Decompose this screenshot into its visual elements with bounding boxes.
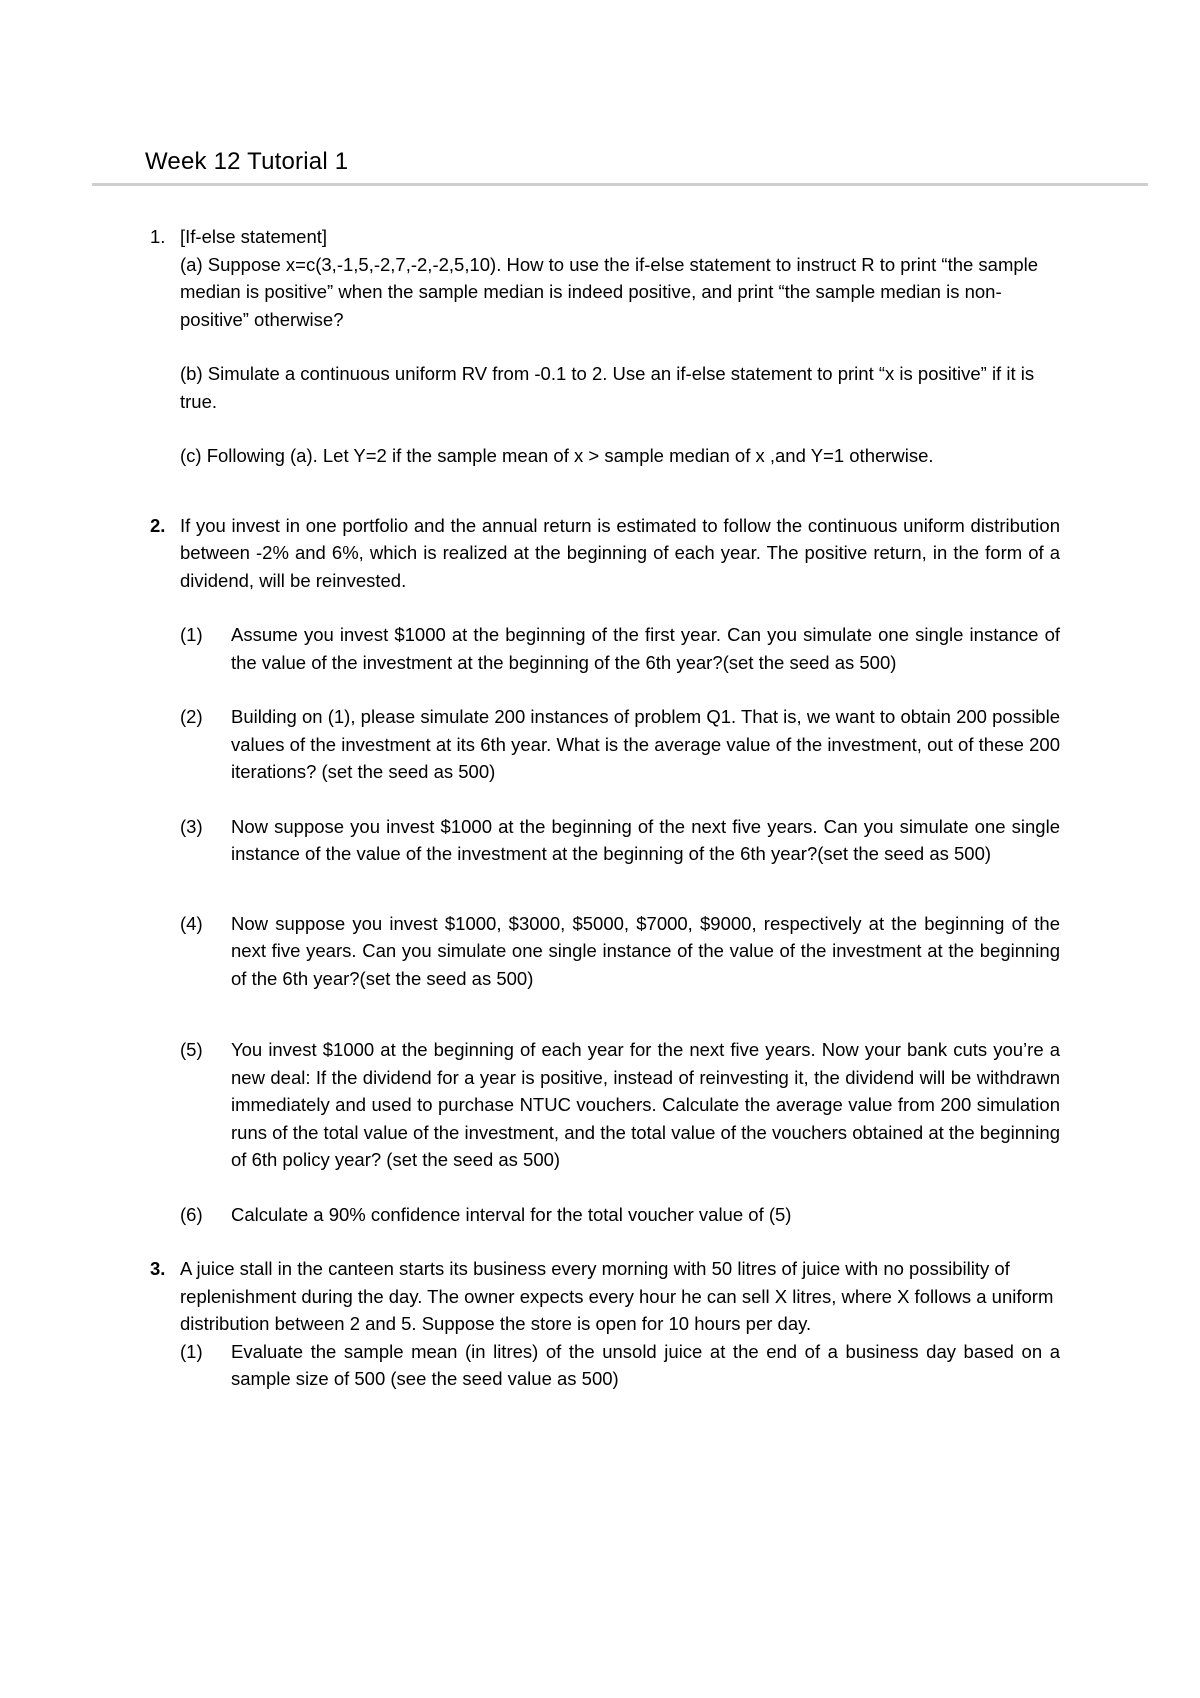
question-1a: (a) Suppose x=c(3,-1,5,-2,7,-2,-2,5,10). How to use the if-else statement to instruct R to print “the sample median is positive” when the sample median is indeed positive, and print “the sample median is non-positive” otherwise? xyxy=(180,253,1039,330)
question-heading: [If-else statement] xyxy=(180,226,328,247)
question-number: 3. xyxy=(150,1258,166,1279)
part-text: Now suppose you invest $1000 at the beginning of the next five years. Can you simulate one single instance of the value of the investment at the beginning of the 6th year?(set the seed as 500) xyxy=(231,815,1060,864)
part-number: (3) xyxy=(180,815,203,837)
part-number: (4) xyxy=(180,912,203,934)
part-number: (6) xyxy=(180,1203,203,1225)
part-text: Evaluate the sample mean (in litres) of the unsold juice at the end of a business day based on a sample size of 500 (see the seed value as 500) xyxy=(231,1340,1060,1389)
question-number: 2. xyxy=(150,514,166,536)
part-text: Building on (1), please simulate 200 instances of problem Q1. That is, we want to obtain 200 possible values of the investment at its 6th year. What is the average value of the investment, out of these 200 iterations? (set the seed as 500) xyxy=(231,706,1060,782)
part-text: Now suppose you invest $1000, $3000, $5000, $7000, $9000, respectively at the beginning of the next five years. Can you simulate one single instance of the value of the investment at the beginning of the 6th year?(set the seed as 500) xyxy=(231,912,1060,989)
part-number: (1) xyxy=(180,624,203,645)
part-number: (5) xyxy=(180,1039,203,1060)
question-number: 1. xyxy=(150,226,166,247)
question-2-part-4 xyxy=(180,910,1060,993)
question-1 xyxy=(150,223,1060,470)
question-2-part-1 xyxy=(180,621,1060,676)
question-3 xyxy=(150,1255,1060,1393)
part-text: You invest $1000 at the beginning of each year for the next five years. Now your bank cuts you’re a new deal: If the dividend for a year is positive, instead of reinvesting it, the dividend will be withdrawn immediately and used to purchase NTUC vouchers. Calculate the average value from 200 simulation runs of the total value of the investment, and the total value of the vouchers obtained at the beginning of 6th policy year? (set the seed as 500) xyxy=(231,1039,1060,1170)
part-number: (1) xyxy=(180,1340,203,1362)
document-body xyxy=(150,223,1060,1393)
part-number: (2) xyxy=(180,706,203,727)
part-text: Assume you invest $1000 at the beginning of the first year. Can you simulate one single instance of the value of the investment at the beginning of the 6th year?(set the seed as 500) xyxy=(231,624,1060,673)
question-2-part-3 xyxy=(180,813,1060,868)
question-2 xyxy=(150,512,1060,1229)
part-text: Calculate a 90% confidence interval for the total voucher value of (5) xyxy=(231,1203,792,1225)
question-3-intro: A juice stall in the canteen starts its business every morning with 50 litres of juice with no possibility of replenishment during the day. The owner expects every hour he can sell X litres, where X follows a uniform distribution between 2 and 5. Suppose the store is open for 10 hours per day. xyxy=(180,1258,1054,1334)
question-1c: (c) Following (a). Let Y=2 if the sample mean of x > sample median of x ,and Y=1 otherwise. xyxy=(180,445,934,466)
question-1b: (b) Simulate a continuous uniform RV from -0.1 to 2. Use an if-else statement to print “x is positive” if it is true. xyxy=(180,363,1035,412)
title-divider xyxy=(92,183,1148,186)
question-2-intro: If you invest in one portfolio and the annual return is estimated to follow the continuous uniform distribution between -2% and 6%, which is realized at the beginning of each year. The positive return, in the form of a dividend, will be reinvested. xyxy=(180,514,1060,591)
question-3-part-1 xyxy=(180,1338,1060,1393)
question-2-part-6 xyxy=(180,1201,1060,1229)
question-2-part-2 xyxy=(180,703,1060,786)
question-2-part-5 xyxy=(180,1036,1060,1174)
page-title: Week 12 Tutorial 1 xyxy=(145,148,349,175)
